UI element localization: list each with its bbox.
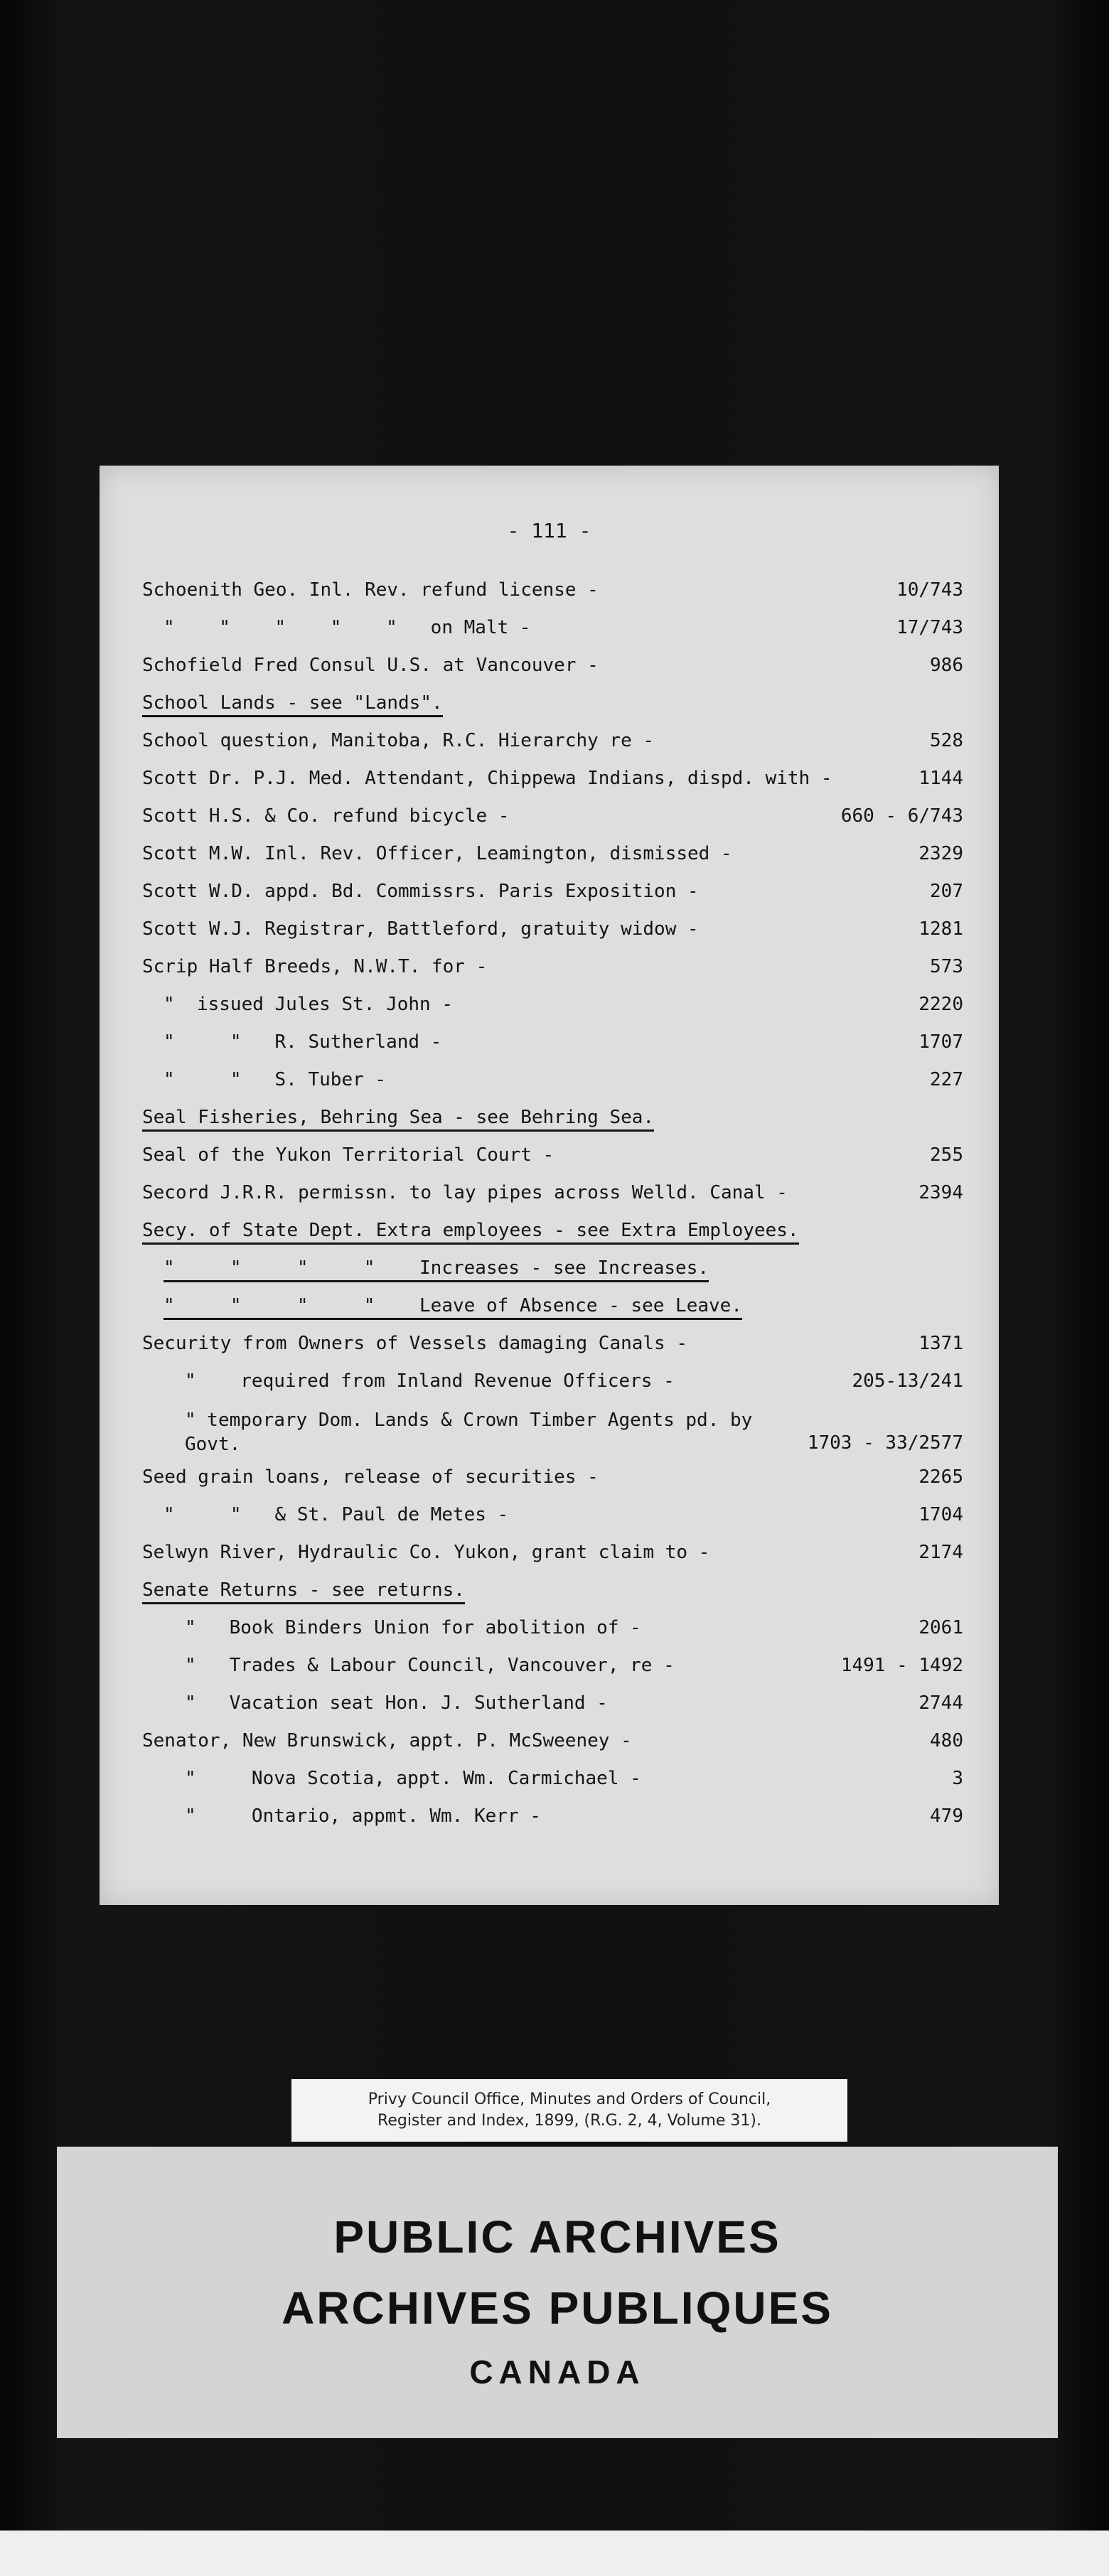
- index-entry: [100, 1655, 999, 1693]
- entry-text: Secord J.R.R. permissn. to lay pipes across Welld. Canal -: [142, 1182, 788, 1203]
- entry-reference: 2744: [918, 1692, 963, 1714]
- entry-reference: 480: [930, 1730, 963, 1751]
- entry-reference: 2220: [918, 994, 963, 1015]
- entry-reference: 255: [930, 1144, 963, 1166]
- index-entry: [100, 1408, 999, 1465]
- entry-reference: 2174: [918, 1542, 963, 1563]
- page-number: - 111 -: [507, 519, 591, 542]
- index-entry: [100, 768, 999, 806]
- entry-reference: 1371: [918, 1333, 963, 1354]
- entry-text: " " " " Leave of Absence - see Leave.: [164, 1295, 742, 1320]
- index-entry: [100, 1805, 999, 1844]
- entry-reference: 3: [952, 1768, 963, 1789]
- entry-text: School Lands - see "Lands".: [142, 692, 443, 717]
- entry-text: " " R. Sutherland -: [164, 1031, 442, 1053]
- entry-text: Scrip Half Breeds, N.W.T. for -: [142, 956, 488, 977]
- document-page: [100, 466, 999, 1905]
- entry-reference: 1707: [918, 1031, 963, 1053]
- entry-text: Senator, New Brunswick, appt. P. McSweeney -: [142, 1730, 632, 1751]
- entry-text: Schofield Fred Consul U.S. at Vancouver -: [142, 655, 599, 676]
- index-entry: [100, 881, 999, 919]
- entry-reference: 227: [930, 1069, 963, 1090]
- entry-text: " Vacation seat Hon. J. Sutherland -: [185, 1692, 608, 1714]
- index-entry: [100, 655, 999, 693]
- entry-reference: 986: [930, 655, 963, 676]
- entry-text: " " & St. Paul de Metes -: [164, 1504, 509, 1525]
- entry-reference: 10/743: [896, 579, 963, 601]
- index-entry: [100, 1295, 999, 1333]
- entry-text: " Book Binders Union for abolition of -: [185, 1617, 641, 1638]
- entry-reference: 2329: [918, 843, 963, 864]
- source-caption: [291, 2079, 847, 2142]
- index-entry: [100, 1031, 999, 1070]
- entry-reference: 528: [930, 730, 963, 751]
- index-entry: [100, 1617, 999, 1655]
- index-entry: [100, 1466, 999, 1505]
- index-entry: [100, 617, 999, 655]
- entry-text: Schoenith Geo. Inl. Rev. refund license -: [142, 579, 599, 601]
- index-entry: [100, 1257, 999, 1296]
- entry-text: Seal of the Yukon Territorial Court -: [142, 1144, 554, 1166]
- entry-reference: 479: [930, 1805, 963, 1827]
- caption-line-1: Privy Council Office, Minutes and Orders of Council,: [368, 2091, 771, 2108]
- index-entry: [100, 843, 999, 881]
- index-entry: [100, 956, 999, 994]
- entry-reference: 1703 - 33/2577: [807, 1432, 963, 1454]
- entry-reference: 2394: [918, 1182, 963, 1203]
- index-entry: [100, 1504, 999, 1542]
- entry-text: " Nova Scotia, appt. Wm. Carmichael -: [185, 1768, 641, 1789]
- index-entry: [100, 1107, 999, 1145]
- entry-text: Security from Owners of Vessels damaging Canals -: [142, 1333, 688, 1354]
- entry-reference: 2061: [918, 1617, 963, 1638]
- entry-text: Scott Dr. P.J. Med. Attendant, Chippewa Indians, dispd. with -: [142, 768, 832, 789]
- entry-text: Scott H.S. & Co. refund bicycle -: [142, 805, 510, 827]
- bottom-band: [0, 2531, 1109, 2576]
- entry-reference: 2265: [918, 1466, 963, 1488]
- index-entry: [100, 692, 999, 731]
- entry-text: " " " " Increases - see Increases.: [164, 1257, 709, 1282]
- archives-stamp: [57, 2147, 1058, 2438]
- entry-reference: 17/743: [896, 617, 963, 638]
- entry-text: " temporary Dom. Lands & Crown Timber Agents pd. by Govt.: [185, 1410, 753, 1455]
- stamp-line-2: ARCHIVES PUBLIQUES: [282, 2282, 833, 2334]
- index-entry: [100, 1220, 999, 1258]
- index-entry: [100, 918, 999, 957]
- entry-text: Selwyn River, Hydraulic Co. Yukon, grant claim to -: [142, 1542, 710, 1563]
- stamp-line-1: PUBLIC ARCHIVES: [333, 2211, 781, 2263]
- entry-reference: 1281: [918, 918, 963, 940]
- entry-text: Scott M.W. Inl. Rev. Officer, Leamington, dismissed -: [142, 843, 732, 864]
- entry-text: " Ontario, appmt. Wm. Kerr -: [185, 1805, 541, 1827]
- entry-reference: 207: [930, 881, 963, 902]
- entry-reference: 205-13/241: [852, 1370, 963, 1392]
- entry-text: Seed grain loans, release of securities -: [142, 1466, 599, 1488]
- entry-text: Seal Fisheries, Behring Sea - see Behring Sea.: [142, 1107, 654, 1132]
- index-entry: [100, 1542, 999, 1580]
- index-entry: [100, 1768, 999, 1806]
- index-entry: [100, 1182, 999, 1220]
- index-entry: [100, 579, 999, 618]
- entry-text: " Trades & Labour Council, Vancouver, re -: [185, 1655, 675, 1676]
- entry-reference: 1704: [918, 1504, 963, 1525]
- entry-text: Secy. of State Dept. Extra employees - see Extra Employees.: [142, 1220, 799, 1245]
- index-entry: [100, 1692, 999, 1731]
- index-entry: [100, 1144, 999, 1183]
- caption-line-2: Register and Index, 1899, (R.G. 2, 4, Volume 31).: [377, 2112, 761, 2130]
- entry-text: " " " " " on Malt -: [164, 617, 531, 638]
- entry-text: " " S. Tuber -: [164, 1069, 387, 1090]
- entry-text: School question, Manitoba, R.C. Hierarchy re -: [142, 730, 655, 751]
- index-entry: [100, 1333, 999, 1371]
- entry-reference: 1491 - 1492: [840, 1655, 963, 1676]
- entry-reference: 660 - 6/743: [840, 805, 963, 827]
- entry-reference: 1144: [918, 768, 963, 789]
- index-entry: [100, 1730, 999, 1769]
- index-entry: [100, 805, 999, 844]
- entry-text: Senate Returns - see returns.: [142, 1579, 465, 1604]
- index-entry: [100, 1579, 999, 1618]
- entry-text: Scott W.J. Registrar, Battleford, gratuity widow -: [142, 918, 699, 940]
- index-entry: [100, 994, 999, 1032]
- entry-text: Scott W.D. appd. Bd. Commissrs. Paris Exposition -: [142, 881, 699, 902]
- index-entry: [100, 730, 999, 768]
- entry-reference: 573: [930, 956, 963, 977]
- index-entry: [100, 1370, 999, 1409]
- index-entry: [100, 1069, 999, 1107]
- stamp-line-3: CANADA: [469, 2354, 645, 2390]
- entry-text: " required from Inland Revenue Officers -: [185, 1370, 675, 1392]
- entry-text: " issued Jules St. John -: [164, 994, 453, 1015]
